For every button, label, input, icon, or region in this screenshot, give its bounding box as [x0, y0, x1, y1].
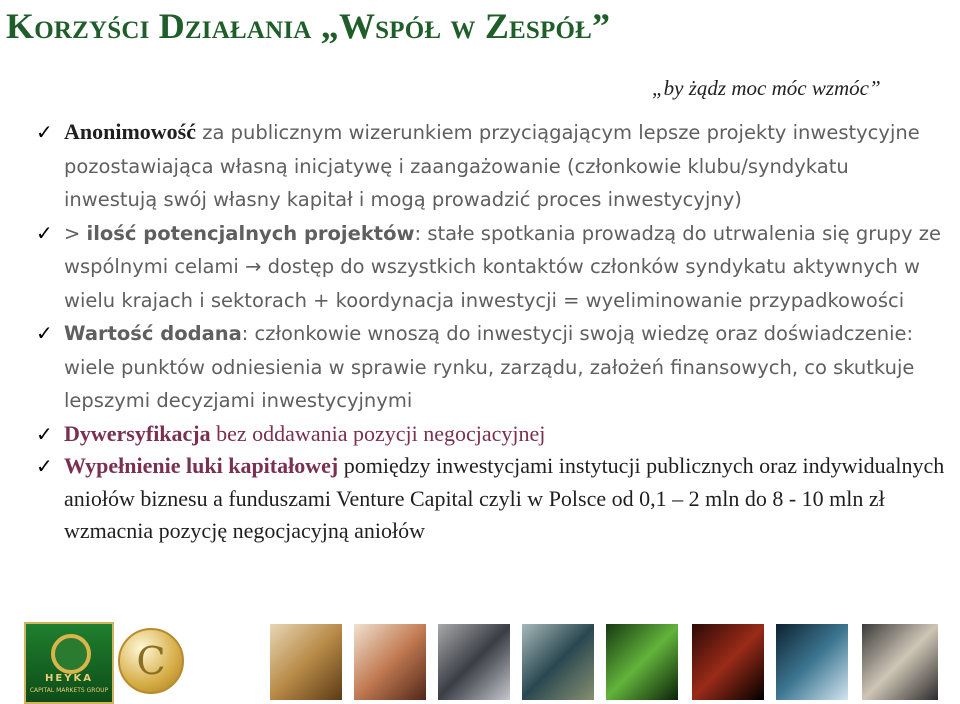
photo-satellite-dish: [522, 624, 594, 700]
benefit-title: Wypełnienie luki kapitałowej: [64, 453, 339, 478]
checkmark-icon: ✓: [36, 120, 53, 144]
heyka-logo: [24, 622, 114, 704]
logo-ring-icon: [51, 634, 91, 674]
benefit-prefix: >: [64, 221, 87, 245]
benefit-title: Anonimowość: [64, 119, 197, 144]
photo-maps: [270, 624, 342, 700]
benefit-text: bez oddawania pozycji negocjacyjnej: [210, 420, 546, 446]
logo-brand: HEYKA: [45, 673, 93, 684]
benefit-added-value: [36, 317, 948, 418]
benefit-text: pomiędzy inwestycjami instytucji publicznych oraz indywidualnych aniołów biznesu a funduszami Venture Capital czyli w Polsce od 0,1 – 2 mln do 8 - 10 mln zł wzmacnia pozycję negocjacyjną aniołów: [64, 453, 945, 543]
page-title: Korzyści Działania „Współ w Zespół”: [6, 6, 611, 46]
coin-emblem: [118, 628, 184, 694]
photo-car-production: [438, 624, 510, 700]
coin-letter: C: [136, 639, 166, 683]
logo-subtitle: CAPITAL MARKETS GROUP: [29, 687, 109, 694]
benefit-list: [36, 116, 948, 548]
benefit-project-count: [36, 217, 948, 318]
checkmark-icon: ✓: [36, 421, 53, 446]
benefit-text: : członkowie wnoszą do inwestycji swoją wiedzę oraz doświadczenie: wiele punktów odniesienia w sprawie rynku, zarządu, założeń finansowych, co skutkuje lepszymi decyzjami inwestycyjnymi: [64, 322, 915, 412]
benefit-title: ilość potencjalnych projektów: [86, 221, 415, 245]
photo-dna: [606, 624, 678, 700]
benefit-diversification: [36, 418, 948, 451]
benefit-capital-gap: [36, 450, 948, 548]
benefit-text: : stałe spotkania prowadzą do utrwalenia się grupy ze wspólnymi celami → dostęp do wszystkich kontaktów członków syndykatu aktywnych w wielu krajach i sektorach + koordynacja inwestycji = wyeliminowanie przypadkowości: [64, 221, 941, 312]
motto: „by żądz moc móc wzmóc”: [652, 76, 881, 100]
photo-typing: [354, 624, 426, 700]
photo-neuron: [692, 624, 764, 700]
photo-space-shuttle: [776, 624, 848, 700]
photo-handshake: [862, 624, 938, 700]
benefit-title: Dywersyfikacja: [64, 420, 211, 446]
checkmark-icon: ✓: [36, 321, 53, 345]
checkmark-icon: ✓: [36, 454, 53, 478]
benefit-text: za publicznym wizerunkiem przyciągającym lepsze projekty inwestycyjne pozostawiająca własną inicjatywę i zaangażowanie (członkowie klubu/syndykatu inwestują swój własny kapitał i mogą prowadzić proces inwestycyjny): [64, 121, 920, 211]
checkmark-icon: ✓: [36, 220, 53, 245]
footer-image-strip: [0, 610, 960, 702]
benefit-title: Wartość dodana: [64, 322, 242, 345]
benefit-anonymity: [36, 116, 948, 217]
